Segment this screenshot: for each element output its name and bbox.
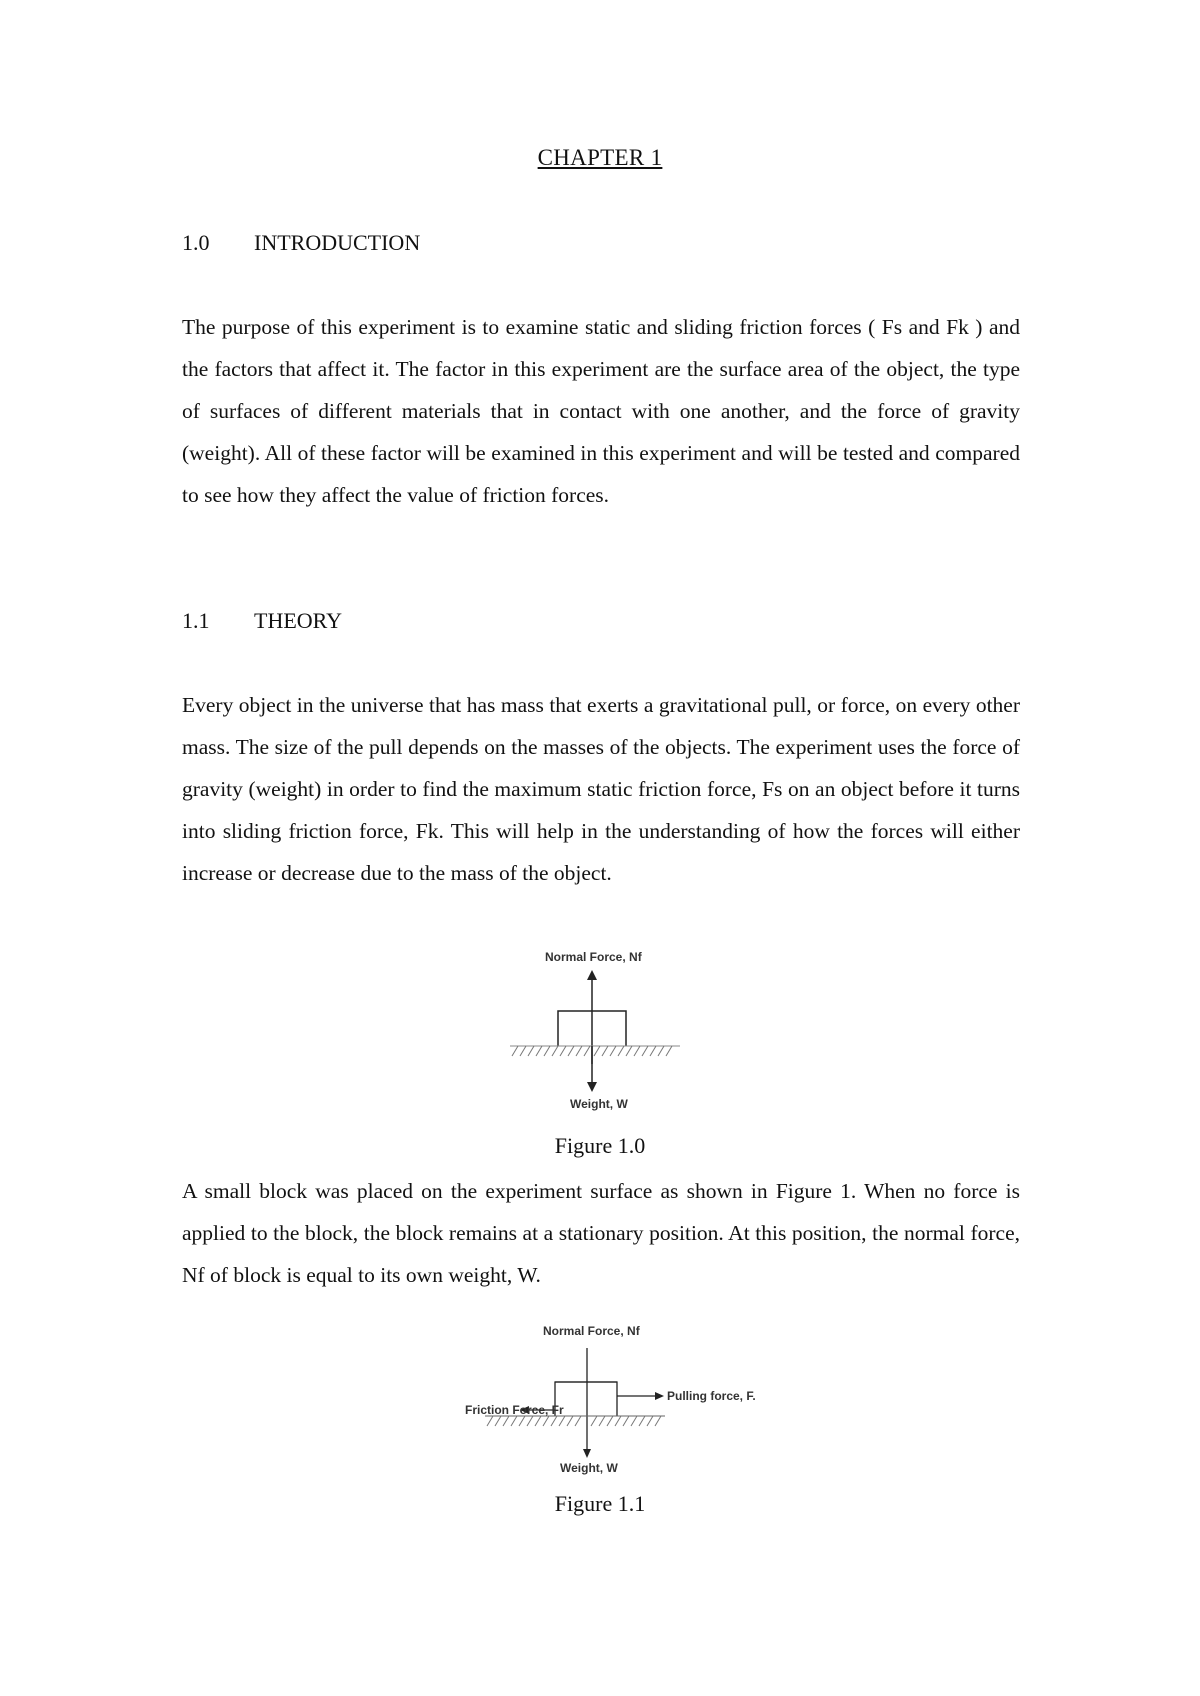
- introduction-title: INTRODUCTION: [254, 230, 421, 255]
- figure-1-0-diagram: [490, 946, 710, 1116]
- figure-1-0-caption: Figure 1.0: [554, 1133, 646, 1158]
- figure-2-weight-label: Weight, W: [560, 1461, 618, 1475]
- theory-title: THEORY: [254, 608, 342, 633]
- figure-1-normal-arrowhead: [587, 970, 597, 980]
- figure-1-normal-label: Normal Force, Nf: [545, 950, 642, 964]
- introduction-number: 1.0: [182, 230, 210, 255]
- figure-1-weight-arrowhead: [587, 1082, 597, 1092]
- introduction-heading: [182, 230, 420, 256]
- figure-2-pulling-label: Pulling force, F.: [667, 1389, 756, 1403]
- theory-paragraph-1: Every object in the universe that has mass that exerts a gravitational pull, or force, on every other mass. The size of the pull depends on the masses of the objects. The experiment uses the force of gravity (weight) in order to find the maximum static friction force, Fs on an object before it turns into sliding friction force, Fk. This will help in the understanding of how the forces will either increase or decrease due to the mass of the object.: [182, 693, 1020, 885]
- figure-2-normal-label: Normal Force, Nf: [543, 1324, 640, 1338]
- theory-paragraph-2: A small block was placed on the experiment surface as shown in Figure 1. When no force is applied to the block, the block remains at a stationary position. At this position, the normal force, Nf of block is equal to its own weight, W.: [182, 1179, 1020, 1287]
- figure-1-weight-label: Weight, W: [570, 1097, 628, 1111]
- figure-1-1-caption: Figure 1.1: [554, 1491, 646, 1516]
- figure-2-weight-arrowhead: [583, 1449, 591, 1458]
- figure-1-1-diagram: [455, 1320, 765, 1480]
- chapter-title: CHAPTER 1: [537, 145, 663, 170]
- figure-2-pulling-arrowhead: [655, 1392, 664, 1400]
- figure-2-surface-hatching: [487, 1416, 661, 1426]
- theory-number: 1.1: [182, 608, 210, 633]
- theory-heading: [182, 608, 342, 634]
- introduction-paragraph: The purpose of this experiment is to examine static and sliding friction forces ( Fs and Fk ) and the factors that affect it. The factor in this experiment are the surface area of the object, the type of surfaces of different materials that in contact with one another, and the force of gravity (weight). All of these factor will be examined in this experiment and will be tested and compared to see how they affect the value of friction forces.: [182, 315, 1020, 507]
- figure-2-friction-label: Friction Force, Fr: [465, 1403, 564, 1417]
- figure-2-block: [555, 1382, 617, 1416]
